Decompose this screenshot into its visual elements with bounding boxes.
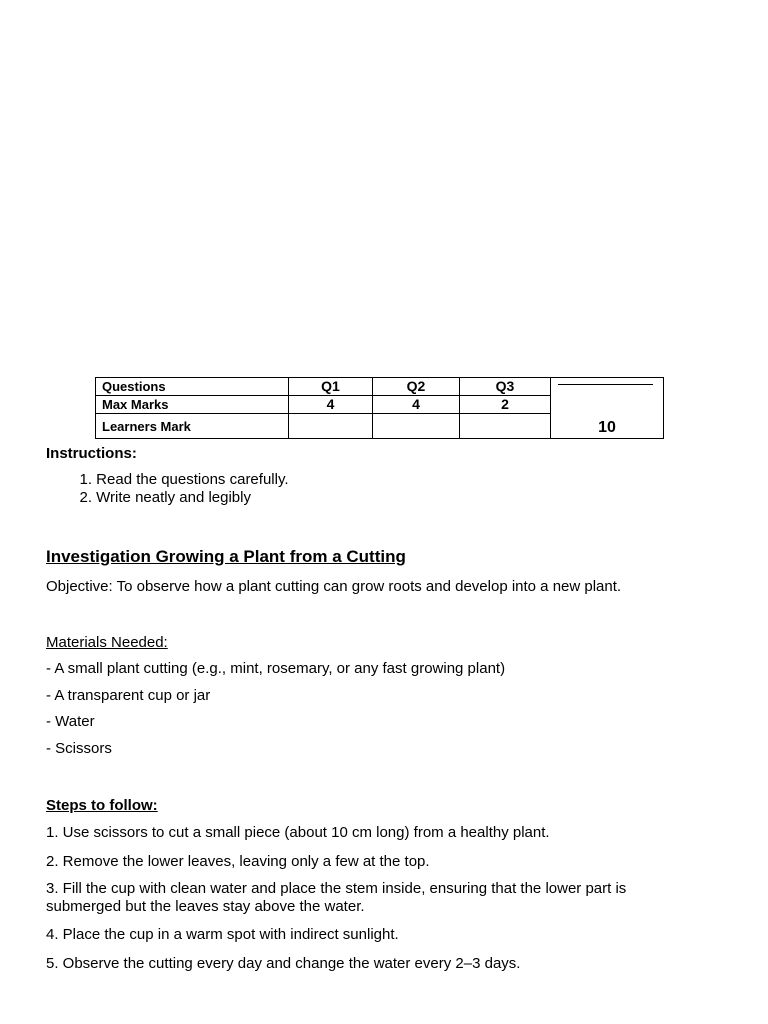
step-item: 3. Fill the cup with clean water and place the stem inside, ensuring that the lower part is submerged but the leaves stay above the water. (46, 880, 627, 915)
table-row-questions (96, 378, 664, 396)
instruction-number: 2. (79, 488, 92, 506)
total-divider-line (558, 384, 653, 385)
marks-table (95, 377, 664, 439)
step-item: 5. Observe the cutting every day and change the water every 2–3 days. (46, 955, 521, 972)
instruction-text: Read the questions carefully. (96, 471, 289, 488)
max-marks-q2: 4 (373, 396, 460, 414)
row-label-max-marks: Max Marks (96, 396, 289, 414)
max-marks-q1: 4 (289, 396, 373, 414)
material-item: - A transparent cup or jar (46, 687, 211, 704)
steps-heading: Steps to follow: (46, 797, 158, 814)
material-item: - Scissors (46, 740, 112, 757)
row-label-questions: Questions (96, 378, 289, 396)
material-item: - Water (46, 713, 95, 730)
max-marks-q3: 2 (460, 396, 551, 414)
instruction-text: Write neatly and legibly (96, 488, 251, 506)
instruction-number: 1. (79, 471, 92, 488)
row-label-learners-mark: Learners Mark (96, 414, 289, 439)
instruction-item (46, 489, 289, 507)
learners-mark-q1[interactable] (289, 414, 373, 439)
header-q3: Q3 (460, 378, 551, 396)
step-item: 4. Place the cup in a warm spot with indirect sunlight. (46, 926, 399, 943)
instruction-item (46, 471, 289, 489)
learners-mark-q2[interactable] (373, 414, 460, 439)
investigation-title: Investigation Growing a Plant from a Cutting (46, 547, 406, 566)
step-item: 1. Use scissors to cut a small piece (about 10 cm long) from a healthy plant. (46, 824, 550, 841)
total-cell (551, 378, 664, 439)
header-q2: Q2 (373, 378, 460, 396)
learners-mark-q3[interactable] (460, 414, 551, 439)
header-q1: Q1 (289, 378, 373, 396)
instructions-heading: Instructions: (46, 445, 137, 462)
step-item: 2. Remove the lower leaves, leaving only a few at the top. (46, 853, 430, 870)
material-item: - A small plant cutting (e.g., mint, rosemary, or any fast growing plant) (46, 660, 506, 677)
objective-text: Objective: To observe how a plant cutting can grow roots and develop into a new plant. (46, 578, 622, 595)
materials-heading: Materials Needed: (46, 634, 168, 651)
total-marks-value: 10 (598, 419, 616, 436)
instructions-list (46, 471, 289, 506)
